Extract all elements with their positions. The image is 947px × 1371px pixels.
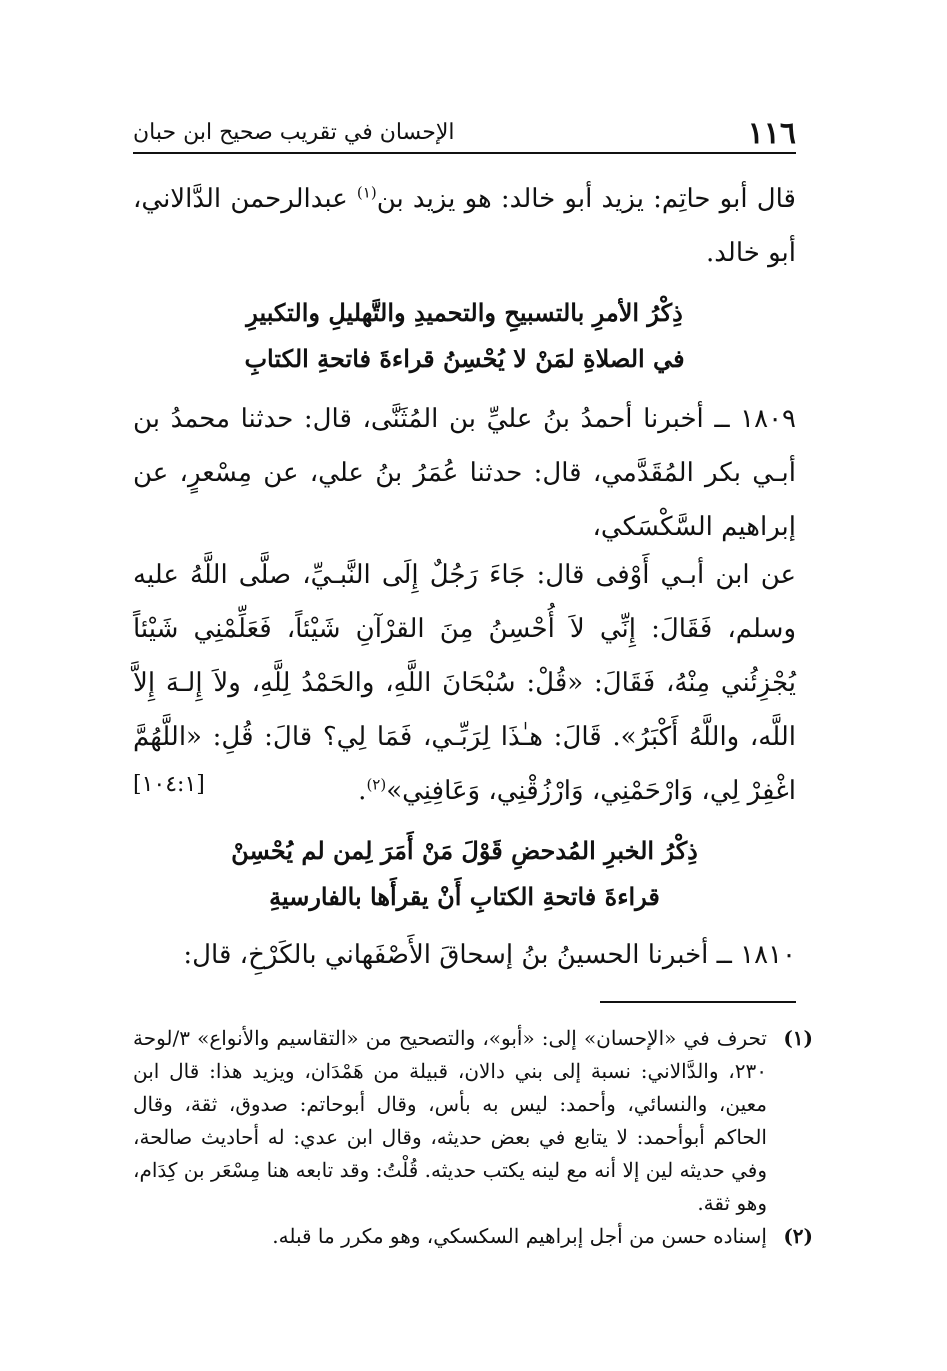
matn-text: عن ابن أبـي أَوْفى قال: جَاءَ رَجُلٌ إِلَى النَّبـيِّ، صلَّى اللَّهُ عليه وسلم، فَقَالَ: إِنِّي لاَ أُحْسِنُ مِنَ القرْآنِ شَيْئاً، فَعَلِّمْنِي شَيْئاً يُجْزِئُني مِنْهُ، فَقَالَ: «قُلْ: سُبْحَانَ اللَّهِ، والحَمْدُ لِلَّهِ، ولاَ إِلـهَ إِلاَّ اللَّه، واللَّهُ أَكْبَرُ». قَالَ: هـٰذَا لِرَبِّـي، فَمَا لِي؟ قالَ: قُلِ: «اللَّهُمَّ اغْفِرْ لِي، وَارْحَمْنِي، وَارْزُقْنِي، وَعَافِنِي»: [133, 560, 796, 806]
page-number: ١١٦: [747, 116, 796, 151]
page-header: [133, 112, 796, 154]
footnote-mark: (٢): [783, 1224, 813, 1248]
isnad-text: ١٨١٠ ــ أخبرنا الحسينُ بنُ إسحاقَ الأَصْفَهاني بالكَرْخِ، قال:: [183, 940, 796, 970]
footnote-mark: (١): [783, 1026, 813, 1050]
heading-line-2: قراءةَ فاتحةِ الكتابِ أَنْ يقرأَها بالفارسيةِ: [269, 882, 660, 911]
running-title: الإحسان في تقريب صحيح ابن حبان: [133, 120, 455, 145]
paragraph-text-after: عبدالرحمن الدَّالاني، أبو خالد.: [133, 184, 796, 268]
heading-line-1: ذِكْرُ الأمرِ بالتسبيحِ والتحميدِ والتَّهليلِ والتكبيرِ: [246, 298, 683, 327]
hadith-1810-isnad: [133, 928, 796, 982]
isnad-text: ١٨٠٩ ــ أخبرنا أحمدُ بنُ عليِّ بن المُثَنَّى، قال: حدثنا محمدُ بن أبـي بكر المُقَدَّمي، قال: حدثنا عُمَرُ بنُ علي، عن مِسْعرٍ، عن إبراهيم السَّكْسَكي،: [133, 404, 796, 542]
footnote-2: [133, 1220, 813, 1253]
footnote-text: تحرف في «الإحسان» إلى: «أبو»، والتصحيح من «التقاسيم والأنواع» ٣/لوحة ٢٣٠، والدَّالاني: نسبة إلى بني دالان، قبيلة من هَمْدَان، ويزيد هذا: قال ابن معين، والنسائي، وأحمد: ليس به بأس، وقال أبوحاتم: صدوق، ثقة، وقال الحاكم أبوأحمد: لا يتابع في بعض حديثه، وقال ابن عدي: له أحاديث صالحة، وفي حديثه لين إلا أنه مع لينه يكتب حديثه. قُلْتُ: وقد تابعه هنا مِسْعَر بن كِدَام، وهو ثقة.: [133, 1026, 767, 1215]
footnote-divider: [600, 1001, 796, 1003]
section-heading-1: [133, 290, 796, 382]
footnote-text: إسناده حسن من أجل إبراهيم السكسكي، وهو مكرر ما قبله.: [272, 1224, 767, 1248]
footnote-ref-1: (١): [356, 183, 377, 202]
footnote-1: [133, 1022, 813, 1220]
footnotes: [133, 1022, 813, 1253]
hadith-1809-isnad: [133, 392, 796, 554]
paragraph-abu-hatim: [133, 172, 796, 280]
hadith-1809-matn: [133, 548, 796, 818]
matn-end: .: [358, 776, 367, 806]
footnote-ref-2: (٢): [366, 775, 387, 794]
heading-line-1: ذِكْرُ الخبرِ المُدحضِ قَوْلَ مَنْ أَمَرَ لِمن لم يُحْسِنْ: [231, 836, 698, 865]
section-heading-2: [133, 828, 796, 920]
heading-line-2: في الصلاةِ لمَنْ لا يُحْسِنُ قراءةَ فاتحةِ الكتابِ: [244, 344, 685, 373]
hadith-reference: [١٠٤:١]: [133, 772, 205, 797]
paragraph-text: قال أبو حاتِم: يزيد أبو خالد: هو يزيد بن: [376, 184, 796, 214]
